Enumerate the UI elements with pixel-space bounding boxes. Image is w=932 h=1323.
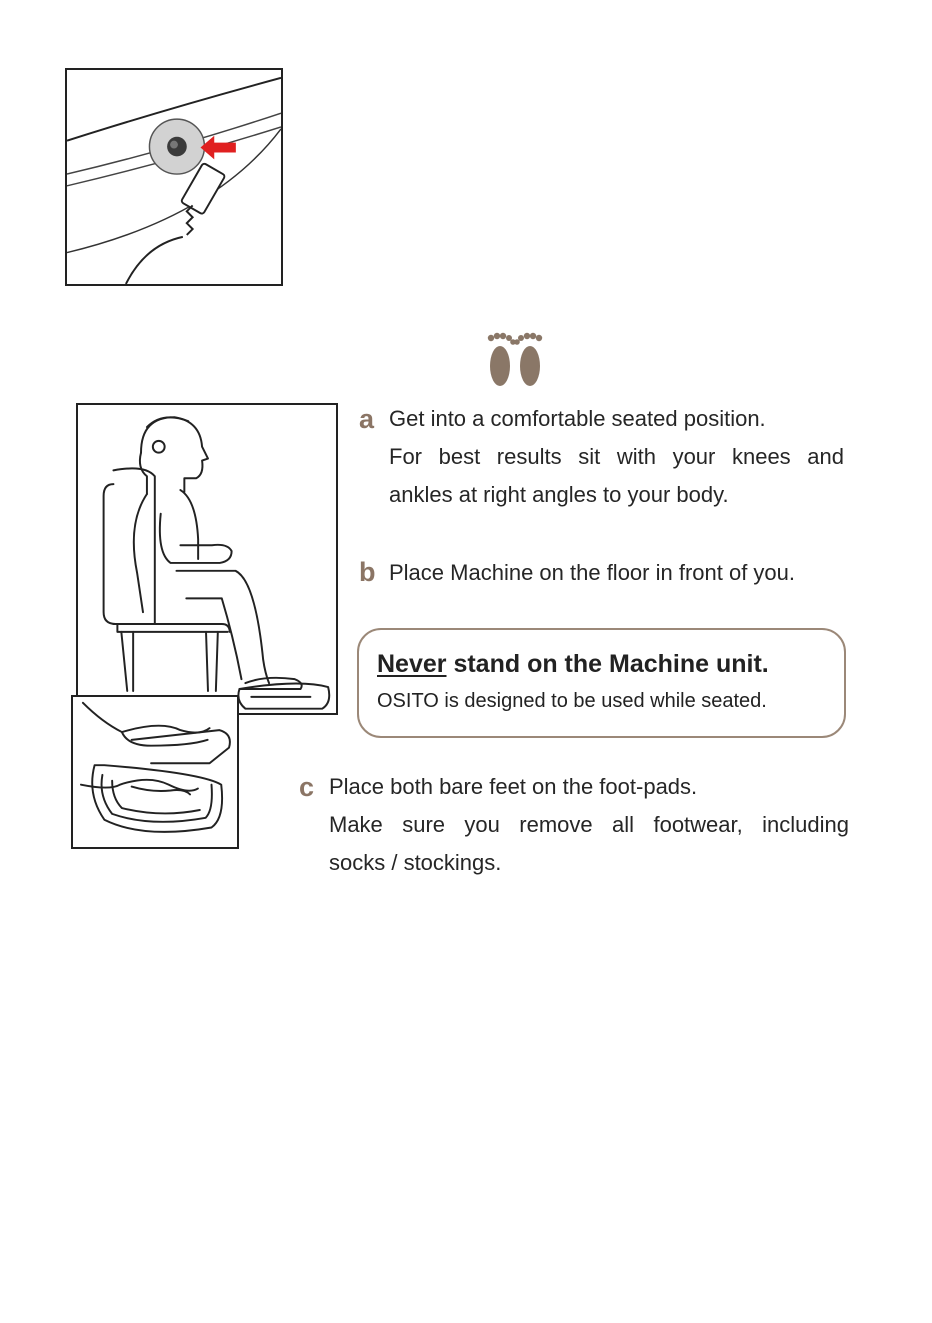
- step-b-line1: Place Machine on the floor in front of you.: [389, 560, 796, 585]
- warning-subtitle: OSITO is designed to be used while seated.: [377, 690, 767, 712]
- step-a-line1: Get into a comfortable seated position.: [389, 406, 766, 431]
- warning-box: [357, 628, 846, 738]
- step-a-line3: ankles at right angles to your body.: [389, 482, 729, 507]
- bare-feet-icon: [484, 330, 546, 388]
- seated-user-illustration: [76, 403, 338, 715]
- warning-title-rest: stand on the Machine unit.: [446, 650, 769, 678]
- step-c-line3: socks / stockings.: [329, 850, 502, 875]
- feet-on-pads-illustration: [71, 695, 239, 849]
- step-a-line2: For best results sit with your knees and: [389, 444, 844, 469]
- power-port-illustration: [65, 68, 283, 286]
- step-c-letter: c: [299, 772, 315, 802]
- warning-emphasis: Never: [377, 650, 447, 678]
- step-c-line2: Make sure you remove all footwear, including: [329, 812, 849, 837]
- step-b-letter: b: [359, 557, 376, 587]
- warning-title: [377, 650, 769, 679]
- step-c-line1: Place both bare feet on the foot-pads.: [329, 774, 698, 799]
- step-a-letter: a: [359, 404, 375, 434]
- red-arrow-icon: [201, 136, 236, 160]
